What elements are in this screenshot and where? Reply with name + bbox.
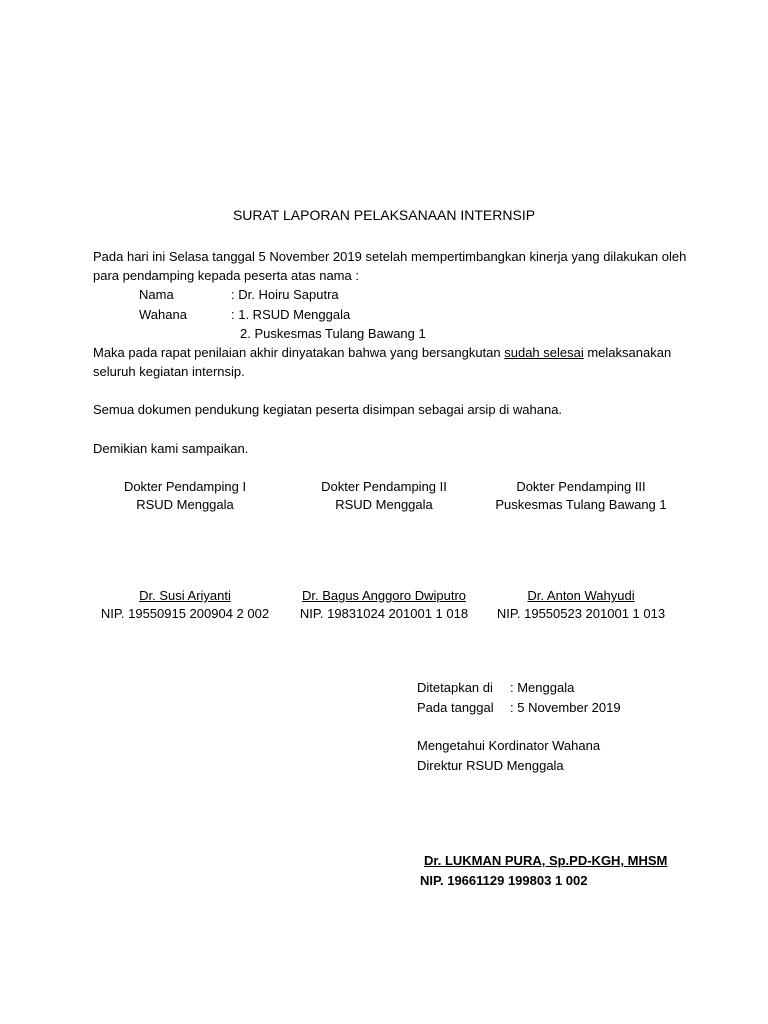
director-nip: NIP. 19661129 199803 1 002	[420, 873, 588, 888]
result-post: melaksanakan	[583, 345, 672, 360]
supervisor-1-role: Dokter Pendamping I	[123, 479, 247, 494]
intro-line-2: para pendamping kepada peserta atas nama :	[93, 268, 359, 283]
result-pre: Maka pada rapat penilaian akhir dinyatakan bahwa yang bersangkutan	[93, 345, 505, 360]
place-label: Ditetapkan di	[417, 680, 493, 695]
supervisor-2-place: RSUD Menggala	[335, 497, 433, 512]
document-title: SURAT LAPORAN PELAKSANAAN INTERNSIP	[232, 207, 536, 223]
wahana-value-2: 2. Puskesmas Tulang Bawang 1	[240, 326, 426, 341]
director-name: Dr. LUKMAN PURA, Sp.PD-KGH, MHSM	[424, 853, 668, 868]
date-label: Pada tanggal	[417, 700, 494, 715]
supervisor-1-place: RSUD Menggala	[136, 497, 234, 512]
supervisor-1-signature	[85, 587, 285, 623]
nama-label: Nama	[139, 287, 174, 302]
supervisor-1-block	[85, 478, 285, 514]
supervisor-2-block	[284, 478, 484, 514]
intro-line-1: Pada hari ini Selasa tanggal 5 November 2019 setelah mempertimbangkan kinerja yang dilakukan oleh	[93, 249, 687, 264]
closing-statement: Demikian kami sampaikan.	[93, 441, 249, 456]
result-line-1	[93, 344, 671, 362]
acknowledgement-line-1: Mengetahui Kordinator Wahana	[417, 738, 601, 753]
supervisor-3-name: Dr. Anton Wahyudi	[527, 588, 635, 603]
supervisor-3-place: Puskesmas Tulang Bawang 1	[495, 497, 667, 512]
wahana-value-1: : 1. RSUD Menggala	[231, 307, 351, 322]
supervisor-1-name: Dr. Susi Ariyanti	[139, 588, 231, 603]
supervisor-2-name: Dr. Bagus Anggoro Dwiputro	[301, 588, 467, 603]
supervisor-3-block	[481, 478, 681, 514]
place-value: : Menggala	[510, 680, 575, 695]
result-emphasis: sudah selesai	[504, 345, 584, 360]
wahana-label: Wahana	[139, 307, 187, 322]
nama-value: : Dr. Hoiru Saputra	[231, 287, 339, 302]
archive-statement: Semua dokumen pendukung kegiatan peserta disimpan sebagai arsip di wahana.	[93, 402, 563, 417]
supervisor-3-signature	[481, 587, 681, 623]
supervisor-1-nip: NIP. 19550915 200904 2 002	[100, 606, 270, 621]
supervisor-3-role: Dokter Pendamping III	[516, 479, 646, 494]
acknowledgement-line-2: Direktur RSUD Menggala	[417, 758, 564, 773]
supervisor-2-role: Dokter Pendamping II	[321, 479, 447, 494]
supervisor-2-signature	[284, 587, 484, 623]
date-value: : 5 November 2019	[510, 700, 621, 715]
supervisor-2-nip: NIP. 19831024 201001 1 018	[299, 606, 469, 621]
result-line-2: seluruh kegiatan internsip.	[93, 364, 245, 379]
supervisor-3-nip: NIP. 19550523 201001 1 013	[496, 606, 666, 621]
